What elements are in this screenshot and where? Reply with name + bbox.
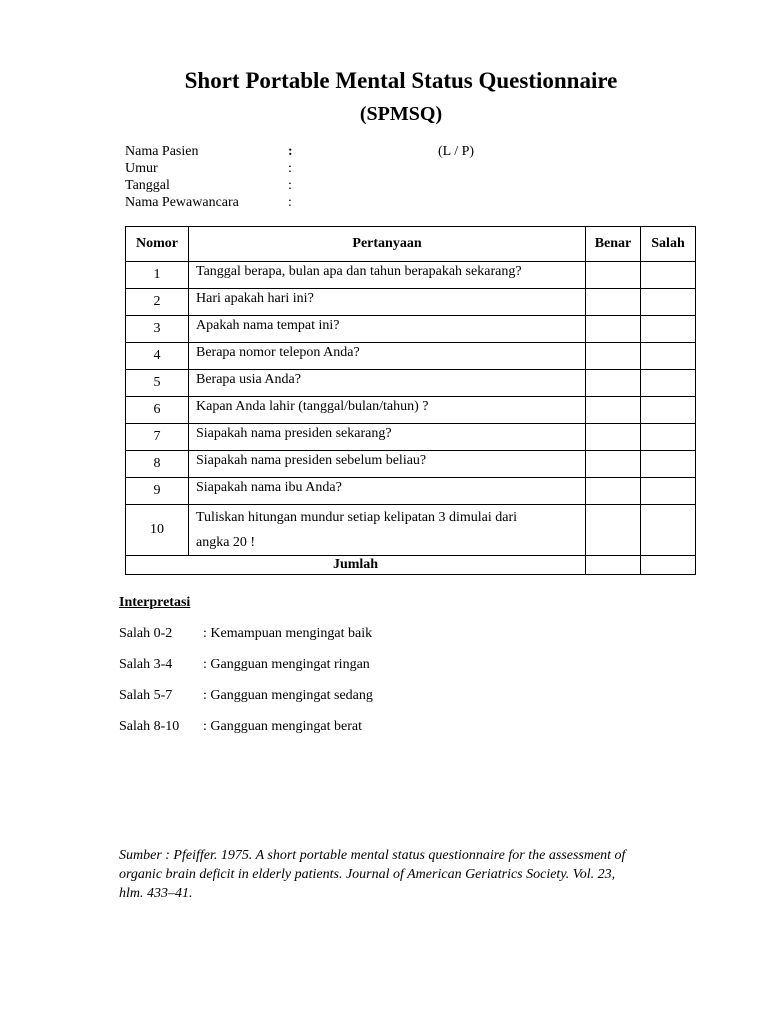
header-wrong: Salah: [641, 227, 696, 262]
interpretation-range: Salah 0-2: [119, 626, 173, 641]
wrong-cell[interactable]: [641, 316, 696, 343]
header-question: Pertanyaan: [189, 227, 586, 262]
row-question-line: angka 20 !: [196, 535, 256, 550]
row-question: Tanggal berapa, bulan apa dan tahun berapakah sekarang?: [189, 262, 586, 289]
interviewer-label: Nama Pewawancara: [125, 195, 239, 210]
row-question-line: Tuliskan hitungan mundur setiap kelipatan 3 dimulai dari: [196, 510, 518, 525]
wrong-cell[interactable]: [641, 262, 696, 289]
total-row: [126, 556, 696, 575]
correct-cell[interactable]: [586, 262, 641, 289]
row-question: Siapakah nama ibu Anda?: [189, 478, 586, 505]
row-question: Hari apakah hari ini?: [189, 289, 586, 316]
date-label: Tanggal: [125, 178, 170, 193]
wrong-cell[interactable]: [641, 505, 696, 556]
correct-cell[interactable]: [586, 397, 641, 424]
age-label: Umur: [125, 161, 158, 176]
questionnaire-table: [125, 226, 696, 575]
patient-info-block: [125, 143, 625, 211]
row-number: 6: [126, 397, 189, 424]
total-label: Jumlah: [126, 556, 586, 575]
row-number: 4: [126, 343, 189, 370]
patient-name-row: [125, 143, 625, 160]
table-row: [126, 289, 696, 316]
table-row: [126, 478, 696, 505]
row-question: Siapakah nama presiden sebelum beliau?: [189, 451, 586, 478]
interviewer-row: [125, 194, 625, 211]
wrong-cell[interactable]: [641, 343, 696, 370]
row-number: 1: [126, 262, 189, 289]
correct-cell[interactable]: [586, 451, 641, 478]
wrong-cell[interactable]: [641, 451, 696, 478]
table-row: [126, 505, 696, 556]
date-row: [125, 177, 625, 194]
correct-cell[interactable]: [586, 478, 641, 505]
row-number: 9: [126, 478, 189, 505]
row-question: Kapan Anda lahir (tanggal/bulan/tahun) ?: [189, 397, 586, 424]
age-colon: :: [288, 161, 292, 176]
source-citation: [119, 846, 699, 903]
table-row: [126, 316, 696, 343]
row-number: 10: [126, 505, 189, 556]
interpretation-desc: : Gangguan mengingat ringan: [203, 657, 370, 672]
correct-cell[interactable]: [586, 505, 641, 556]
row-question: Berapa usia Anda?: [189, 370, 586, 397]
age-row: [125, 160, 625, 177]
table-row: [126, 343, 696, 370]
row-number: 5: [126, 370, 189, 397]
interviewer-colon: :: [288, 195, 292, 210]
wrong-cell[interactable]: [641, 370, 696, 397]
patient-name-colon: :: [288, 144, 293, 159]
row-number: 8: [126, 451, 189, 478]
correct-cell[interactable]: [586, 370, 641, 397]
header-correct: Benar: [586, 227, 641, 262]
row-question: Berapa nomor telepon Anda?: [189, 343, 586, 370]
table-row: [126, 397, 696, 424]
wrong-cell[interactable]: [641, 478, 696, 505]
row-question: Siapakah nama presiden sekarang?: [189, 424, 586, 451]
row-number: 2: [126, 289, 189, 316]
interpretation-range: Salah 5-7: [119, 688, 173, 703]
table-row: [126, 262, 696, 289]
interpretation-range: Salah 3-4: [119, 657, 173, 672]
interpretation-desc: : Kemampuan mengingat baik: [203, 626, 373, 641]
total-correct-cell[interactable]: [586, 556, 641, 575]
interpretation-title: Interpretasi: [119, 595, 191, 610]
row-number: 7: [126, 424, 189, 451]
correct-cell[interactable]: [586, 343, 641, 370]
date-colon: :: [288, 178, 292, 193]
interpretation-range: Salah 8-10: [119, 719, 180, 734]
table-row: [126, 451, 696, 478]
total-wrong-cell[interactable]: [641, 556, 696, 575]
correct-cell[interactable]: [586, 289, 641, 316]
wrong-cell[interactable]: [641, 289, 696, 316]
patient-name-label: Nama Pasien: [125, 144, 199, 159]
row-question: Apakah nama tempat ini?: [189, 316, 586, 343]
wrong-cell[interactable]: [641, 424, 696, 451]
wrong-cell[interactable]: [641, 397, 696, 424]
interpretation-desc: : Gangguan mengingat berat: [203, 719, 363, 734]
header-number: Nomor: [126, 227, 189, 262]
source-line: hlm. 433–41.: [119, 886, 193, 901]
interpretation-desc: : Gangguan mengingat sedang: [203, 688, 373, 703]
table-header-row: [126, 227, 696, 262]
source-line: Sumber : Pfeiffer. 1975. A short portable mental status questionnaire for the assessment of: [119, 848, 626, 863]
document-title: Short Portable Mental Status Questionnaire: [184, 68, 618, 93]
row-question: [189, 505, 586, 556]
gender-options: (L / P): [438, 144, 475, 159]
source-line: organic brain deficit in elderly patients. Journal of American Geriatrics Society. Vol. 23,: [119, 867, 616, 882]
row-number: 3: [126, 316, 189, 343]
correct-cell[interactable]: [586, 316, 641, 343]
table-row: [126, 370, 696, 397]
table-row: [126, 424, 696, 451]
correct-cell[interactable]: [586, 424, 641, 451]
document-subtitle: (SPMSQ): [359, 103, 443, 125]
